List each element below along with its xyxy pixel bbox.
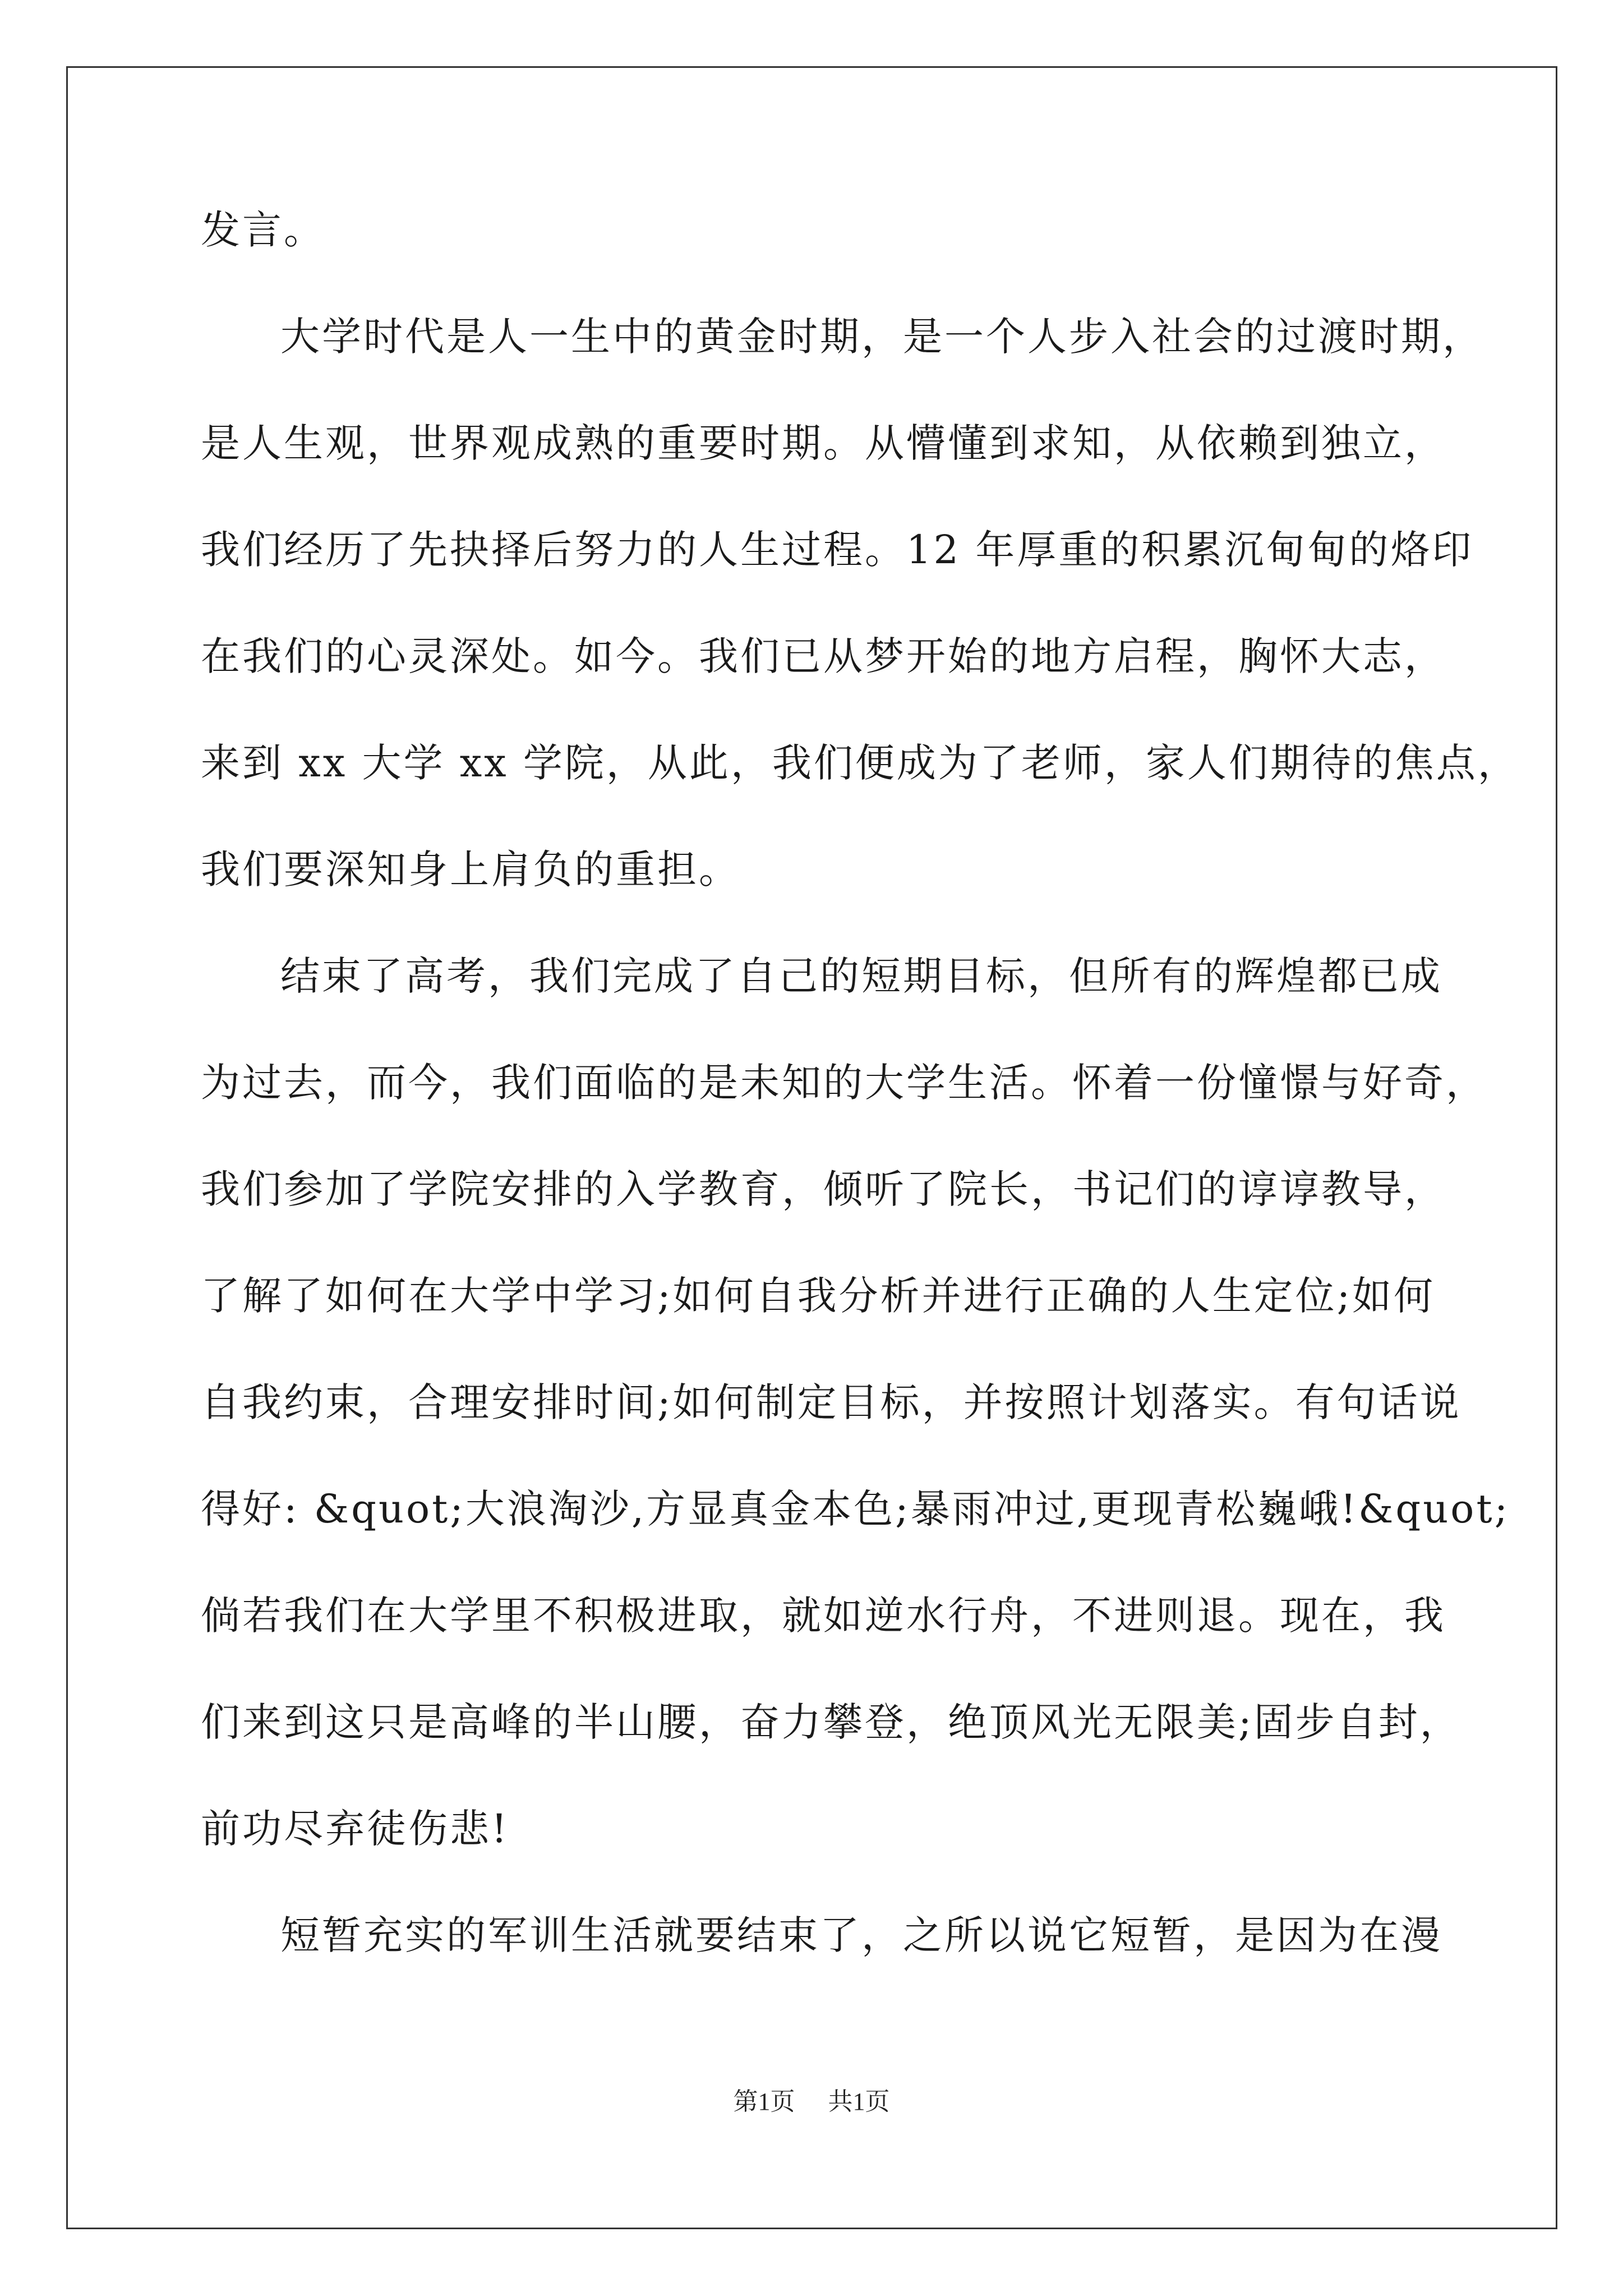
text-line: 结束了高考，我们完成了自己的短期目标，但所有的辉煌都已成 — [280, 953, 1442, 999]
text-line: 了解了如何在大学中学习;如何自我分析并进行正确的人生定位;如何 — [201, 1273, 1436, 1319]
text-line: 来到 xx 大学 xx 学院，从此，我们便成为了老师，家人们期待的焦点， — [201, 740, 1519, 786]
page-footer — [0, 2081, 1623, 2117]
text-line: 倘若我们在大学里不积极进取，就如逆水行舟，不进则退。现在，我 — [201, 1593, 1446, 1639]
text-line: 大学时代是人一生中的黄金时期，是一个人步入社会的过渡时期， — [280, 314, 1484, 360]
text-line: 我们经历了先抉择后努力的人生过程。12 年厚重的积累沉甸甸的烙印 — [201, 527, 1474, 573]
page-number: 第1页 — [733, 2088, 795, 2115]
text-line: 在我们的心灵深处。如今。我们已从梦开始的地方启程，胸怀大志， — [201, 633, 1446, 679]
text-line: 我们参加了学院安排的入学教育，倾听了院长，书记们的谆谆教导， — [201, 1166, 1446, 1212]
text-line: 是人生观，世界观成熟的重要时期。从懵懂到求知，从依赖到独立， — [201, 420, 1446, 466]
text-line: 为过去，而今，我们面临的是未知的大学生活。怀着一份憧憬与好奇， — [201, 1060, 1487, 1106]
text-line: 们来到这只是高峰的半山腰，奋力攀登，绝顶风光无限美;固步自封， — [201, 1699, 1461, 1745]
text-line: 得好: &quot;大浪淘沙,方显真金本色;暴雨冲过,更现青松巍峨!&quot; — [201, 1486, 1510, 1532]
text-line: 发言。 — [201, 207, 325, 253]
text-line: 前功尽弃徒伤悲! — [201, 1806, 510, 1852]
text-line: 自我约束，合理安排时间;如何制定目标，并按照计划落实。有句话说 — [201, 1379, 1461, 1425]
text-line: 我们要深知身上肩负的重担。 — [201, 846, 740, 892]
page-total: 共1页 — [828, 2088, 890, 2115]
text-line: 短暂充实的军训生活就要结束了，之所以说它短暂，是因为在漫 — [280, 1912, 1442, 1958]
